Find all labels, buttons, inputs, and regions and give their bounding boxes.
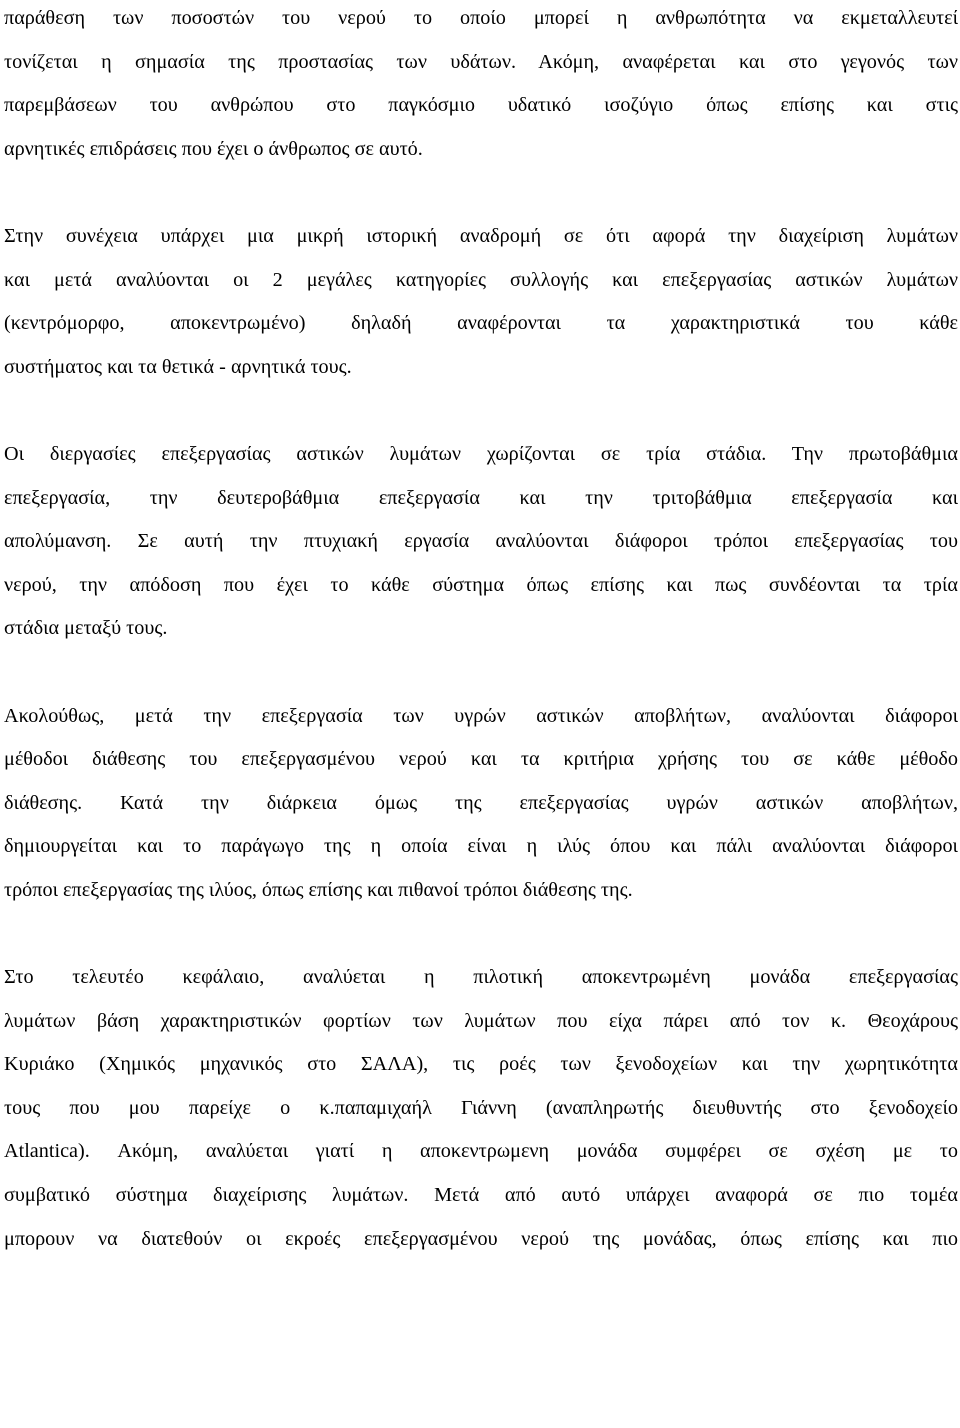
text-line: Ακολούθως, μετά την επεξεργασία των υγρών αστικών αποβλήτων, αναλύονται διάφοροι [4, 704, 958, 727]
text-line: τους που μου παρείχε ο κ.παπαμιχαήλ Γιάννη (αναπληρωτής διευθυντής στο ξενοδοχείο [4, 1096, 958, 1119]
paragraph-wastewater-history [4, 215, 958, 389]
paragraph-water-protection [4, 0, 958, 171]
paragraph-spacer [4, 171, 958, 215]
text-line: λυμάτων βάση χαρακτηριστικών φορτίων των λυμάτων που είχα πάρει από τον κ. Θεοχάρους [4, 1009, 958, 1032]
text-line: απολύμανση. Σε αυτή την πτυχιακή εργασία αναλύονται διάφοροι τρόποι επεξεργασίας του [4, 530, 958, 553]
text-line: Atlantica). Ακόμη, αναλύεται γιατί η αποκεντρωμενη μονάδα συμφέρει σε σχέση με το [4, 1140, 958, 1163]
text-line: συστήματος και τα θετικά - αρνητικά τους. [4, 355, 352, 378]
text-line: επεξεργασία, την δευτεροβάθμια επεξεργασία και την τριτοβάθμια επεξεργασία και [4, 486, 958, 509]
paragraph-spacer [4, 651, 958, 695]
text-line: τονίζεται η σημασία της προστασίας των υδάτων. Ακόμη, αναφέρεται και στο γεγονός των [4, 50, 958, 73]
text-line: μέθοδοι διάθεσης του επεξεργασμένου νερού και τα κριτήρια χρήσης του σε κάθε μέθοδο [4, 748, 958, 771]
text-line: και μετά αναλύονται οι 2 μεγάλες κατηγορίες συλλογής και επεξεργασίας αστικών λυμάτων [4, 268, 958, 291]
paragraph-spacer [4, 912, 958, 956]
text-line: δημιουργείται και το παράγωγο της η οποία είναι η ιλύς όπου και πάλι αναλύονται διάφοροι [4, 835, 958, 858]
text-line: παρεμβάσεων του ανθρώπου στο παγκόσμιο υδατικό ισοζύγιο όπως επίσης και στις [4, 94, 958, 117]
text-line: διάθεσης. Κατά την διάρκεια όμως της επεξεργασίας υγρών αστικών αποβλήτων, [4, 791, 958, 814]
text-line: Στο τελευτέο κεφάλαιο, αναλύεται η πιλοτική αποκεντρωμένη μονάδα επεξεργασίας [4, 966, 958, 989]
text-line: παράθεση των ποσοστών του νερού το οποίο μπορεί η ανθρωπότητα να εκμεταλλευτεί [4, 7, 958, 29]
text-line: Στην συνέχεια υπάρχει μια μικρή ιστορική αναδρομή σε ότι αφορά την διαχείριση λυμάτων [4, 224, 958, 247]
text-line: νερού, την απόδοση που έχει το κάθε σύστημα όπως επίσης και πως συνδέονται τα τρία [4, 573, 958, 596]
text-line: Οι διεργασίες επεξεργασίας αστικών λυμάτων χωρίζονται σε τρία στάδια. Την πρωτοβάθμια [4, 442, 958, 465]
paragraph-disposal-methods [4, 695, 958, 913]
text-line: συμβατικό σύστημα διαχείρισης λυμάτων. Μετά από αυτό υπάρχει αναφορά σε πιο τομέα [4, 1184, 958, 1207]
text-line: στάδια μεταξύ τους. [4, 617, 168, 640]
text-line: τρόποι επεξεργασίας της ιλύος, όπως επίσης και πιθανοί τρόποι διάθεσης της. [4, 878, 633, 901]
text-line: Κυριάκο (Χημικός μηχανικός στο ΣΑΛΑ), τις ροές των ξενοδοχείων και την χωρητικότητα [4, 1053, 958, 1076]
paragraph-spacer [4, 389, 958, 433]
text-line: (κεντρόμορφο, αποκεντρωμένο) δηλαδή αναφέρονται τα χαρακτηριστικά του κάθε [4, 312, 958, 335]
paragraph-pilot-unit [4, 956, 958, 1261]
text-line: μπορουν να διατεθούν οι εκροές επεξεργασμένου νερού της μονάδας, όπως επίσης και πιο [4, 1227, 958, 1250]
paragraph-treatment-stages [4, 433, 958, 651]
text-line: αρνητικές επιδράσεις που έχει ο άνθρωπος σε αυτό. [4, 137, 423, 160]
